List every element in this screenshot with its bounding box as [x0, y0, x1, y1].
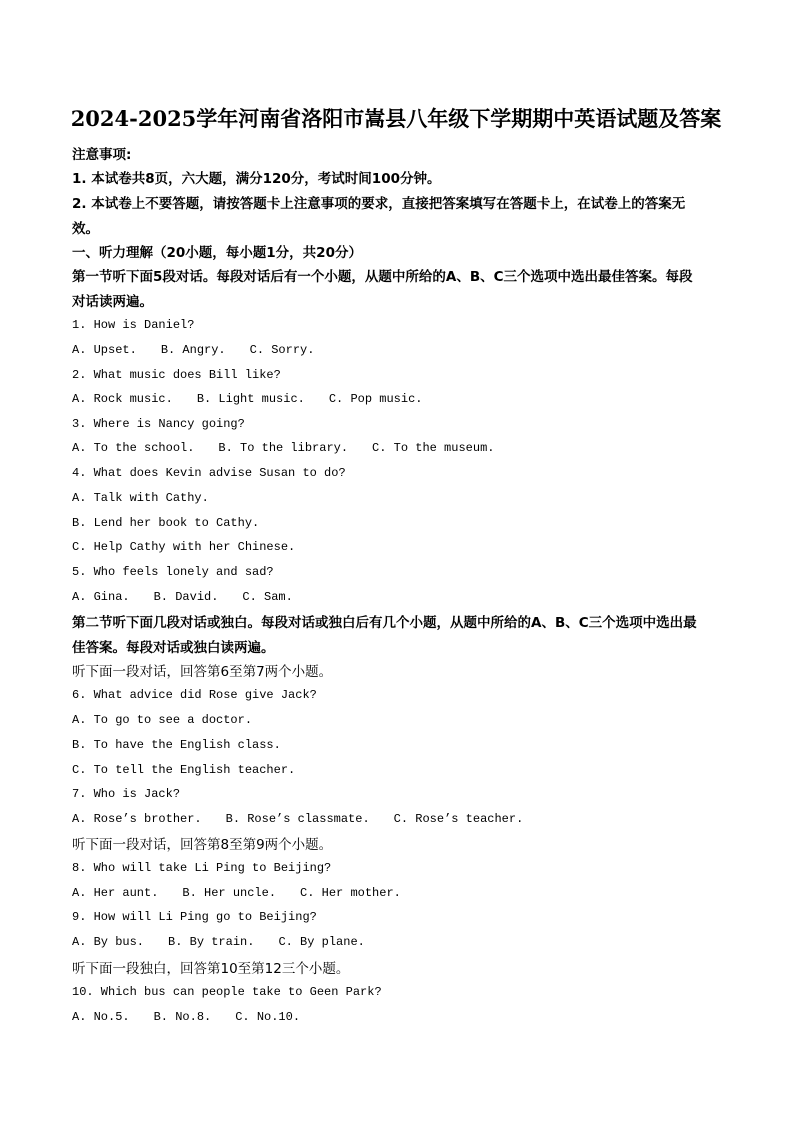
option-c: C. Rose’s teacher. [393, 812, 524, 826]
question-4: 4. What does Kevin advise Susan to do? [72, 466, 346, 480]
question-8-options [72, 886, 401, 900]
option-c: C. Sorry. [249, 343, 315, 357]
notice-item-1: 1. 本试卷共8页，六大题，满分120分，考试时间100分钟。 [72, 171, 441, 187]
question-4-option-c: C. Help Cathy with her Chinese. [72, 540, 296, 554]
option-b: B. No.8. [153, 1010, 212, 1024]
question-8: 8. Who will take Li Ping to Beijing? [72, 861, 332, 875]
part-1-instruction: 第一节听下面5段对话。每段对话后有一个小题，从题中所给的A、B、C三个选项中选出最佳答案。每段 [72, 269, 693, 285]
notice-item-2: 2. 本试卷上不要答题，请按答题卡上注意事项的要求，直接把答案填写在答题卡上，在试卷上的答案无 [72, 196, 686, 212]
listen-instruction-6-7: 听下面一段对话，回答第6至第7两个小题。 [72, 664, 333, 680]
option-c: C. To the museum. [372, 441, 495, 455]
question-7: 7. Who is Jack? [72, 787, 181, 801]
question-9: 9. How will Li Ping go to Beijing? [72, 910, 317, 924]
option-b: B. To the library. [218, 441, 349, 455]
option-c: C. Sam. [242, 590, 293, 604]
option-b: B. Light music. [196, 392, 305, 406]
question-5-options [72, 590, 293, 604]
option-b: B. David. [153, 590, 219, 604]
section-1-heading: 一、听力理解（20小题，每小题1分，共20分） [72, 245, 362, 261]
question-3: 3. Where is Nancy going? [72, 417, 245, 431]
part-2-instruction: 第二节听下面几段对话或独白。每段对话或独白后有几个小题，从题中所给的A、B、C三个选项中选出最 [72, 615, 697, 631]
listen-instruction-8-9: 听下面一段对话，回答第8至第9两个小题。 [72, 837, 333, 853]
option-a: A. Gina. [72, 590, 130, 604]
question-5: 5. Who feels lonely and sad? [72, 565, 274, 579]
option-a: A. Rose’s brother. [72, 812, 202, 826]
option-a: A. Upset. [72, 343, 137, 357]
question-1-options [72, 343, 314, 357]
option-b: B. Angry. [160, 343, 226, 357]
question-9-options [72, 935, 365, 949]
notice-heading: 注意事项: [72, 147, 132, 163]
exam-page [72, 100, 720, 138]
option-b: B. By train. [168, 935, 255, 949]
option-b: B. Rose’s classmate. [225, 812, 370, 826]
question-4-option-b: B. Lend her book to Cathy. [72, 516, 260, 530]
notice-item-2-cont: 效。 [72, 221, 99, 237]
question-2: 2. What music does Bill like? [72, 368, 281, 382]
option-a: A. Rock music. [72, 392, 173, 406]
option-a: A. By bus. [72, 935, 145, 949]
question-3-options [72, 441, 494, 455]
question-10-options [72, 1010, 300, 1024]
part-2-instruction-cont: 佳答案。每段对话或独白读两遍。 [72, 640, 275, 656]
part-1-instruction-cont: 对话读两遍。 [72, 294, 153, 310]
option-a: A. Her aunt. [72, 886, 159, 900]
question-10: 10. Which bus can people take to Geen Park? [72, 985, 382, 999]
question-4-option-a: A. Talk with Cathy. [72, 491, 209, 505]
option-a: A. No.5. [72, 1010, 130, 1024]
option-a: A. To the school. [72, 441, 195, 455]
question-1: 1. How is Daniel? [72, 318, 195, 332]
option-c: C. No.10. [235, 1010, 301, 1024]
question-6-option-b: B. To have the English class. [72, 738, 281, 752]
question-6-option-a: A. To go to see a doctor. [72, 713, 253, 727]
option-b: B. Her uncle. [182, 886, 277, 900]
option-c: C. Pop music. [328, 392, 423, 406]
document-title: 2024-2025学年河南省洛阳市嵩县八年级下学期期中英语试题及答案 [70, 106, 722, 131]
option-c: C. By plane. [278, 935, 365, 949]
option-c: C. Her mother. [300, 886, 401, 900]
listen-instruction-10-12: 听下面一段独白，回答第10至第12三个小题。 [72, 961, 350, 977]
question-6: 6. What advice did Rose give Jack? [72, 688, 317, 702]
question-7-options [72, 812, 523, 826]
question-2-options [72, 392, 422, 406]
question-6-option-c: C. To tell the English teacher. [72, 763, 296, 777]
